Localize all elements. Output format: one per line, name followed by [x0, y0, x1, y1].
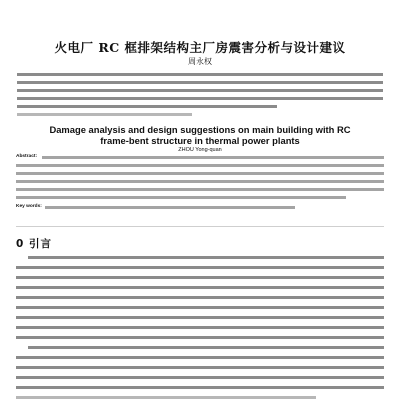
text-line [16, 172, 384, 175]
text-line [16, 266, 384, 269]
text-line [16, 366, 384, 369]
text-line [17, 89, 383, 92]
text-line [16, 164, 384, 167]
text-line [16, 296, 384, 299]
section-heading: 0 引言 [16, 238, 52, 250]
text-line [28, 256, 384, 259]
abstract-label: Abstract: [16, 154, 38, 159]
text-line [28, 346, 384, 349]
title-en-line-2: frame-bent structure in thermal power plants [100, 135, 300, 146]
author-name-cn: 周永权 [188, 57, 212, 66]
text-line [45, 206, 295, 209]
paper-title-cn: 火电厂 RC 框排架结构主厂房震害分析与设计建议 [54, 40, 346, 55]
title-en-line-1: Damage analysis and design suggestions on main building with RC [49, 124, 351, 135]
author-name-en: ZHOU Yong-quan [178, 147, 222, 153]
text-line [16, 306, 384, 309]
text-line [16, 316, 384, 319]
keywords-label: Key words: [16, 204, 42, 209]
text-line [16, 336, 384, 339]
text-line [17, 73, 383, 76]
text-line [42, 156, 384, 159]
text-line [16, 286, 384, 289]
text-line [17, 105, 277, 108]
text-line [16, 276, 384, 279]
text-line [16, 356, 384, 359]
text-line [16, 326, 384, 329]
divider-line [16, 226, 384, 227]
text-line [16, 196, 346, 199]
text-line [17, 97, 383, 100]
text-line [17, 113, 192, 116]
text-line [16, 188, 384, 191]
text-line [16, 376, 384, 379]
text-line [16, 386, 384, 389]
paper-title-en [0, 124, 400, 146]
text-line [16, 396, 316, 399]
text-line [16, 180, 384, 183]
text-line [17, 81, 383, 84]
